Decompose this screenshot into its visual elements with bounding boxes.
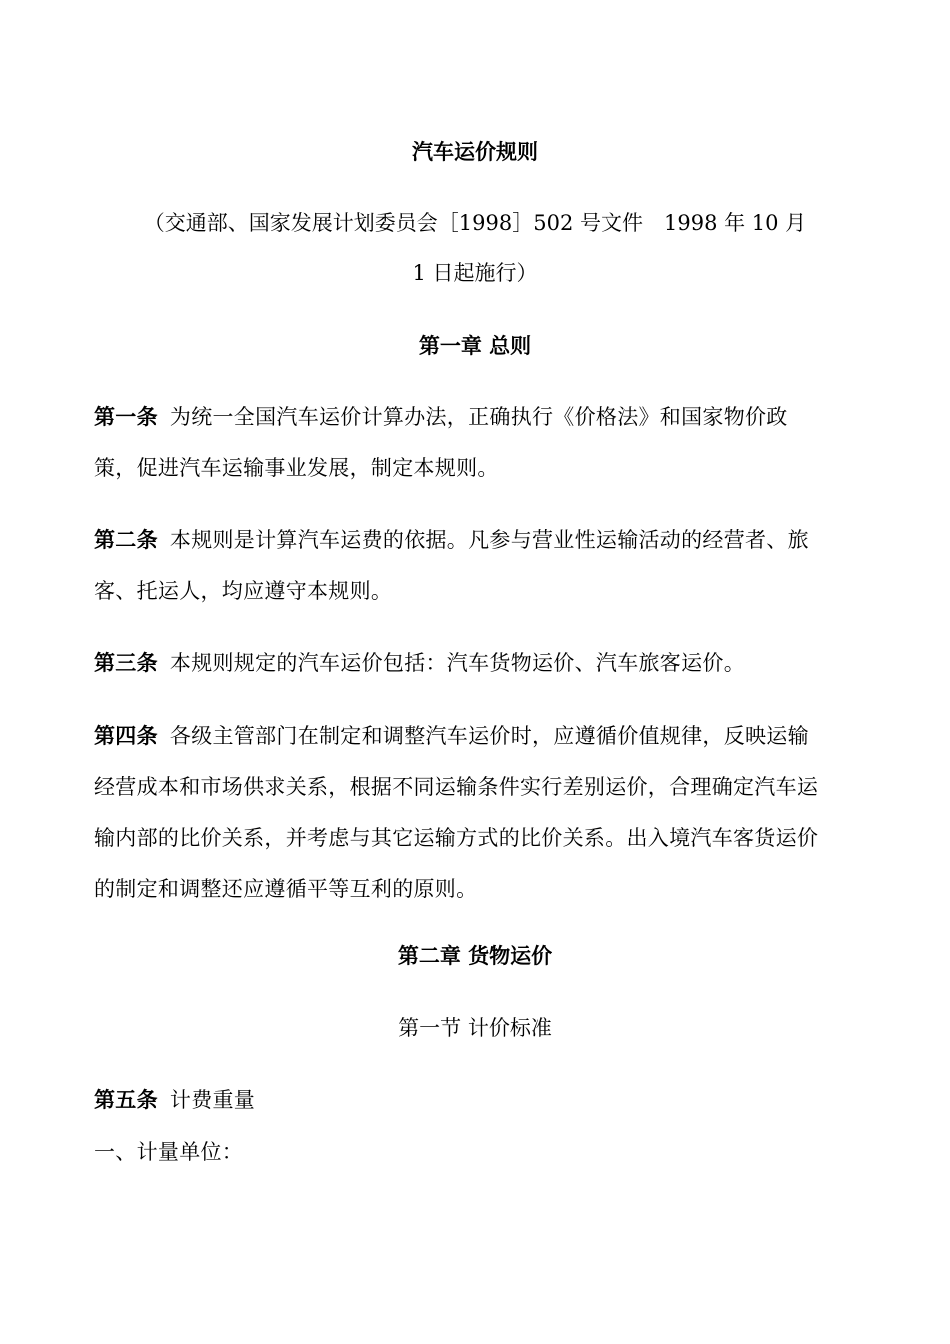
item-1 xyxy=(94,1134,859,1170)
document-subtitle-line1: （交通部、国家发展计划委员会［1998］502 号文件 1998 年 10 月 xyxy=(143,211,807,235)
article-text: 本规则是计算汽车运费的依据。凡参与营业性运输活动的经营者、旅 xyxy=(169,528,809,552)
article-line xyxy=(94,522,859,558)
article-1 xyxy=(94,399,859,486)
article-text: 计费重量 xyxy=(169,1088,256,1112)
article-label: 第一条 xyxy=(94,404,158,429)
article-text: 经营成本和市场供求关系，根据不同运输条件实行差别运价，合理确定汽车运 xyxy=(94,775,819,799)
article-line xyxy=(94,399,859,435)
article-text: 本规则规定的汽车运价包括：汽车货物运价、汽车旅客运价。 xyxy=(169,651,746,675)
article-label: 第五条 xyxy=(94,1087,158,1112)
article-line xyxy=(94,718,859,754)
article-text: 客、托运人，均应遵守本规则。 xyxy=(94,579,393,603)
article-text: 各级主管部门在制定和调整汽车运价时，应遵循价值规律，反映运输 xyxy=(169,724,809,748)
article-text: 为统一全国汽车运价计算办法，正确执行《价格法》和国家物价政 xyxy=(169,405,788,429)
article-line xyxy=(94,1082,859,1118)
article-label: 第四条 xyxy=(94,723,158,748)
article-3 xyxy=(94,645,859,681)
article-2 xyxy=(94,522,859,609)
article-text: 输内部的比价关系，并考虑与其它运输方式的比价关系。出入境汽车客货运价 xyxy=(94,826,819,850)
chapter-heading-2: 第二章 货物运价 xyxy=(397,943,553,968)
article-text: 的制定和调整还应遵循平等互利的原则。 xyxy=(94,877,478,901)
document-title: 汽车运价规则 xyxy=(412,139,538,164)
article-4 xyxy=(94,718,859,907)
article-line xyxy=(94,645,859,681)
article-label: 第三条 xyxy=(94,650,158,675)
article-label: 第二条 xyxy=(94,527,158,552)
chapter-heading-1: 第一章 总则 xyxy=(418,333,532,358)
article-text: 策，促进汽车运输事业发展，制定本规则。 xyxy=(94,456,499,480)
article-5 xyxy=(94,1082,859,1118)
section-heading-1: 第一节 计价标准 xyxy=(398,1016,552,1040)
document-subtitle-line2: 1 日起施行） xyxy=(412,261,538,285)
item-text: 一、计量单位： xyxy=(94,1140,244,1164)
